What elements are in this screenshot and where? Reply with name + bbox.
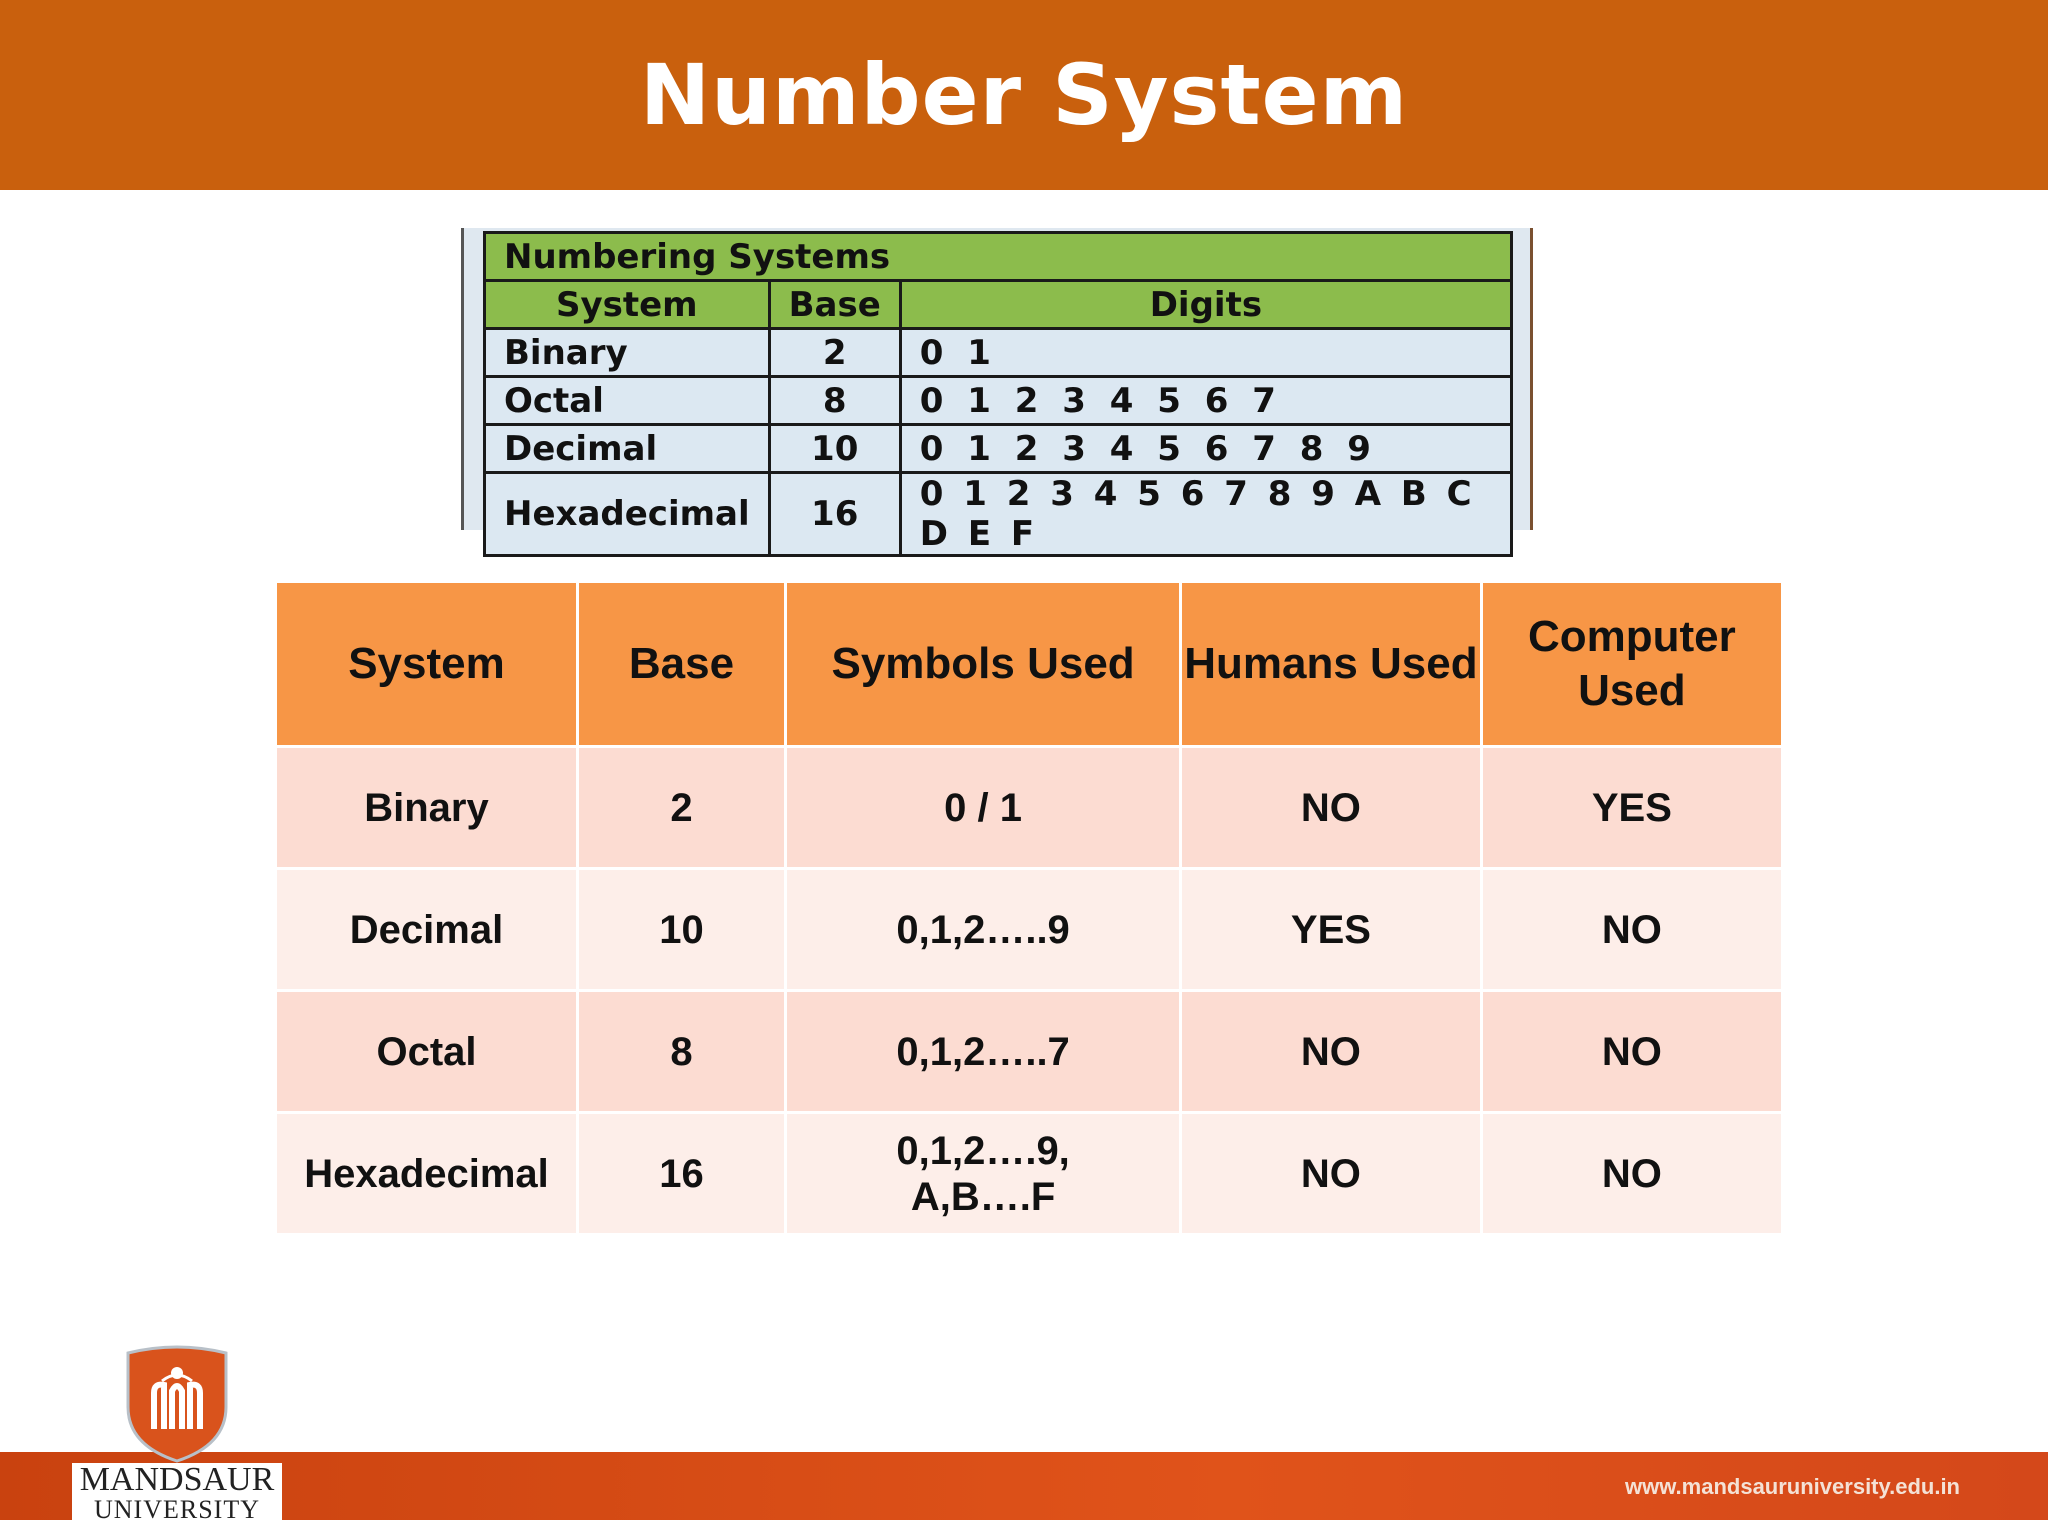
logo-wordmark [72,1463,282,1530]
cell-computer: NO [1483,870,1781,989]
cell-symbols: 0 / 1 [787,748,1179,867]
numbering-systems-image [461,228,1533,554]
cell-symbols: 0,1,2….9, A,B….F [787,1114,1179,1233]
ns-cell-system: Decimal [485,425,770,473]
cell-system: Hexadecimal [277,1114,576,1233]
ns-cell-system: Binary [485,329,770,377]
ns-row [485,377,1512,425]
cell-computer: NO [1483,992,1781,1111]
ns-cell-digits: 0 1 [900,329,1511,377]
ns-cell-system: Octal [485,377,770,425]
table-row [277,870,1781,989]
cell-symbols: 0,1,2…..7 [787,992,1179,1111]
ns-cell-system: Hexadecimal [485,473,770,556]
table-row [277,748,1781,867]
cell-system: Octal [277,992,576,1111]
ns-col-system: System [485,281,770,329]
cell-computer: NO [1483,1114,1781,1233]
cell-base: 10 [579,870,784,989]
ns-row [485,473,1512,556]
cell-humans: NO [1182,992,1480,1111]
cell-symbols: 0,1,2…..9 [787,870,1179,989]
cell-humans: NO [1182,1114,1480,1233]
table-row [277,1114,1781,1233]
cell-base: 16 [579,1114,784,1233]
slide-header [0,0,2048,190]
ns-cell-digits: 0 1 2 3 4 5 6 7 8 9 [900,425,1511,473]
cell-system: Binary [277,748,576,867]
university-logo [72,1345,282,1530]
shield-icon [124,1345,230,1463]
cell-humans: NO [1182,748,1480,867]
col-symbols-used: Symbols Used [787,583,1179,745]
logo-line-1: MANDSAUR [79,1461,275,1498]
ns-col-base: Base [769,281,900,329]
ns-cell-base: 2 [769,329,900,377]
cell-humans: YES [1182,870,1480,989]
col-system: System [277,583,576,745]
table-header-row [277,583,1781,745]
ns-cell-digits: 0 1 2 3 4 5 6 7 [900,377,1511,425]
ns-row [485,425,1512,473]
cell-system: Decimal [277,870,576,989]
table-row [277,992,1781,1111]
cell-base: 2 [579,748,784,867]
col-base: Base [579,583,784,745]
number-system-table [274,580,1784,1236]
footer-bottom-strip [0,1520,2048,1536]
logo-line-2: UNIVERSITY [94,1495,260,1524]
cell-base: 8 [579,992,784,1111]
slide-title: Number System [639,46,1409,144]
footer-url: www.mandsauruniversity.edu.in [1625,1474,1960,1499]
col-computer-used: Computer Used [1483,583,1781,745]
ns-cell-base: 16 [769,473,900,556]
col-humans-used: Humans Used [1182,583,1480,745]
ns-row [485,329,1512,377]
numbering-systems-title: Numbering Systems [485,233,1512,281]
numbering-systems-table [483,231,1513,557]
ns-cell-digits: 0 1 2 3 4 5 6 7 8 9 A B C D E F [900,473,1511,556]
cell-computer: YES [1483,748,1781,867]
ns-col-digits: Digits [900,281,1511,329]
ns-cell-base: 8 [769,377,900,425]
ns-cell-base: 10 [769,425,900,473]
